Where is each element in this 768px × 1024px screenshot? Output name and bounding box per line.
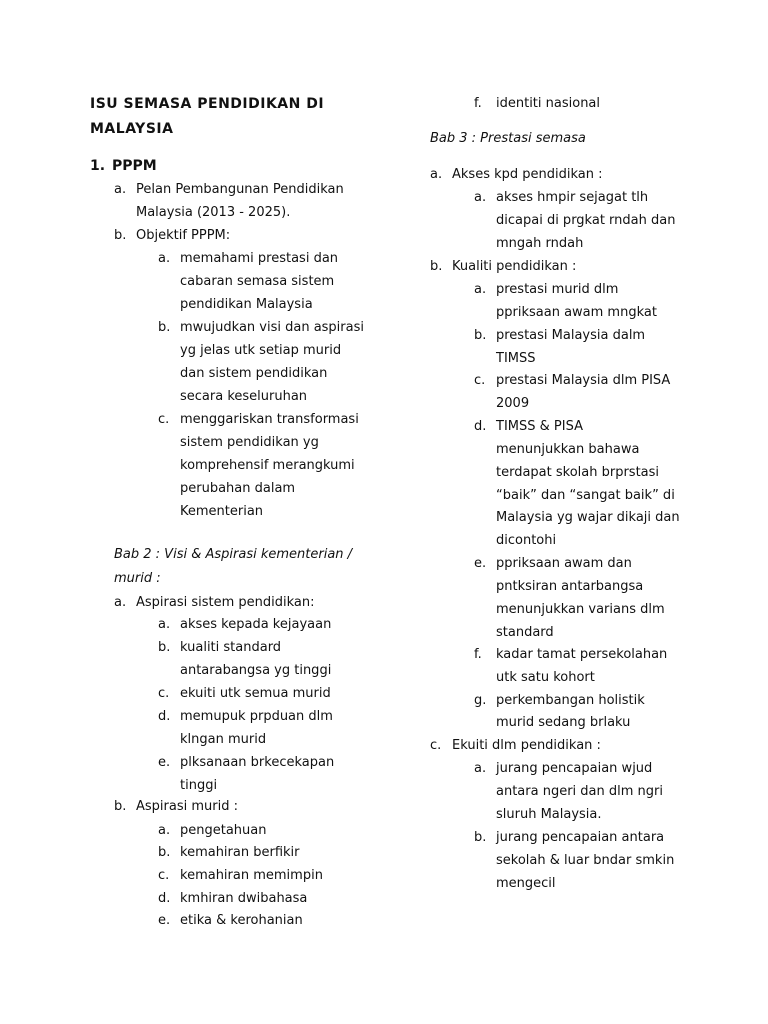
subitem-line: tinggi xyxy=(180,778,218,793)
subitem-line: TIMSS xyxy=(496,351,536,366)
subitem-line: kadar tamat persekolahan xyxy=(496,647,668,662)
subitem-line: menunjukkan varians dlm xyxy=(496,602,665,617)
subitem-marker: a. xyxy=(474,282,487,297)
item-marker: f. xyxy=(474,96,482,111)
subitem-line: kmhiran dwibahasa xyxy=(180,891,308,906)
subitem-line: sluruh Malaysia. xyxy=(496,807,602,822)
subitem-line: 2009 xyxy=(496,396,530,411)
subitem-marker: g. xyxy=(474,693,487,708)
subitem-line: klngan murid xyxy=(180,732,267,747)
list-item-line: identiti nasional xyxy=(496,96,601,111)
item-marker: a. xyxy=(114,595,127,610)
doc-title-line2: MALAYSIA xyxy=(90,121,174,137)
bab3-heading: Bab 3 : Prestasi semasa xyxy=(430,131,586,146)
subitem-marker: c. xyxy=(474,373,486,388)
item-marker: a. xyxy=(114,182,127,197)
subitem-line: akses kepada kejayaan xyxy=(180,617,332,632)
subitem-line: dan sistem pendidikan xyxy=(180,366,328,381)
list-item-line: Kualiti pendidikan : xyxy=(452,259,577,274)
subitem-marker: c. xyxy=(158,412,170,427)
list-item-line: Ekuiti dlm pendidikan : xyxy=(452,738,601,753)
subitem-line: plksanaan brkecekapan xyxy=(180,755,335,770)
subitem-line: standard xyxy=(496,625,554,640)
subitem-line: Kementerian xyxy=(180,504,264,519)
subitem-marker: b. xyxy=(158,845,171,860)
subitem-line: yg jelas utk setiap murid xyxy=(180,343,342,358)
subitem-marker: a. xyxy=(158,823,171,838)
list-item-line: Pelan Pembangunan Pendidikan xyxy=(136,182,344,197)
subitem-marker: a. xyxy=(158,617,171,632)
subitem-line: jurang pencapaian wjud xyxy=(496,761,653,776)
bab2-heading-line2: murid : xyxy=(114,571,161,586)
subitem-line: sistem pendidikan yg xyxy=(180,435,319,450)
list-item-line: Aspirasi murid : xyxy=(136,799,238,814)
subitem-line: prestasi Malaysia dlm PISA xyxy=(496,373,671,388)
subitem-marker: e. xyxy=(158,755,171,770)
subitem-line: pengetahuan xyxy=(180,823,267,838)
subitem-line: ppriksaan awam mngkat xyxy=(496,305,657,320)
item-marker: b. xyxy=(430,259,443,274)
subitem-line: kualiti standard xyxy=(180,640,282,655)
subitem-line: ppriksaan awam dan xyxy=(496,556,632,571)
subitem-marker: e. xyxy=(474,556,487,571)
subitem-line: ekuiti utk semua murid xyxy=(180,686,331,701)
subitem-line: terdapat skolah brprstasi xyxy=(496,465,660,480)
subitem-line: pendidikan Malaysia xyxy=(180,297,313,312)
subitem-marker: b. xyxy=(158,640,171,655)
item-marker: a. xyxy=(430,167,443,182)
subitem-line: mngah rndah xyxy=(496,236,584,251)
subitem-line: prestasi Malaysia dalm xyxy=(496,328,646,343)
subitem-marker: a. xyxy=(474,761,487,776)
subitem-line: murid sedang brlaku xyxy=(496,715,631,730)
subitem-line: cabaran semasa sistem xyxy=(180,274,335,289)
subitem-line: sekolah & luar bndar smkin xyxy=(496,853,675,868)
list-item-line: Aspirasi sistem pendidikan: xyxy=(136,595,315,610)
subitem-marker: a. xyxy=(474,190,487,205)
subitem-line: kemahiran berfikir xyxy=(180,845,300,860)
subitem-marker: b. xyxy=(474,830,487,845)
subitem-line: akses hmpir sejagat tlh xyxy=(496,190,649,205)
subitem-line: komprehensif merangkumi xyxy=(180,458,355,473)
subitem-line: Malaysia yg wajar dikaji dan xyxy=(496,510,680,525)
bab2-heading-line1: Bab 2 : Visi & Aspirasi kementerian / xyxy=(114,547,353,562)
subitem-marker: f. xyxy=(474,647,482,662)
subitem-line: dicapai di prgkat rndah dan xyxy=(496,213,676,228)
subitem-line: memahami prestasi dan xyxy=(180,251,339,266)
subitem-line: TIMSS & PISA xyxy=(496,419,583,434)
subitem-line: etika & kerohanian xyxy=(180,913,303,928)
subitem-marker: d. xyxy=(158,891,171,906)
section1-marker: 1. xyxy=(90,158,106,174)
subitem-marker: c. xyxy=(158,868,170,883)
item-marker: b. xyxy=(114,799,127,814)
subitem-line: “baik” dan “sangat baik” di xyxy=(496,488,675,503)
subitem-line: antara ngeri dan dlm ngri xyxy=(496,784,663,799)
subitem-line: perkembangan holistik xyxy=(496,693,645,708)
list-item-line: Malaysia (2013 - 2025). xyxy=(136,205,291,220)
subitem-line: jurang pencapaian antara xyxy=(496,830,665,845)
subitem-line: dicontohi xyxy=(496,533,557,548)
subitem-marker: d. xyxy=(474,419,487,434)
subitem-line: perubahan dalam xyxy=(180,481,296,496)
section1-heading: PPPM xyxy=(112,158,157,174)
subitem-marker: e. xyxy=(158,913,171,928)
list-item-line: Objektif PPPM: xyxy=(136,228,231,243)
subitem-line: mengecil xyxy=(496,876,556,891)
subitem-marker: b. xyxy=(158,320,171,335)
list-item-line: Akses kpd pendidikan : xyxy=(452,167,603,182)
item-marker: b. xyxy=(114,228,127,243)
subitem-line: kemahiran memimpin xyxy=(180,868,323,883)
doc-title-line1: ISU SEMASA PENDIDIKAN DI xyxy=(90,96,325,112)
subitem-line: prestasi murid dlm xyxy=(496,282,619,297)
subitem-line: menggariskan transformasi xyxy=(180,412,359,427)
subitem-line: memupuk prpduan dlm xyxy=(180,709,333,724)
subitem-line: pntksiran antarbangsa xyxy=(496,579,644,594)
subitem-marker: a. xyxy=(158,251,171,266)
subitem-line: secara keseluruhan xyxy=(180,389,308,404)
subitem-marker: d. xyxy=(158,709,171,724)
subitem-marker: c. xyxy=(158,686,170,701)
subitem-marker: b. xyxy=(474,328,487,343)
item-marker: c. xyxy=(430,738,442,753)
subitem-line: utk satu kohort xyxy=(496,670,595,685)
subitem-line: antarabangsa yg tinggi xyxy=(180,663,332,678)
subitem-line: mwujudkan visi dan aspirasi xyxy=(180,320,364,335)
subitem-line: menunjukkan bahawa xyxy=(496,442,640,457)
